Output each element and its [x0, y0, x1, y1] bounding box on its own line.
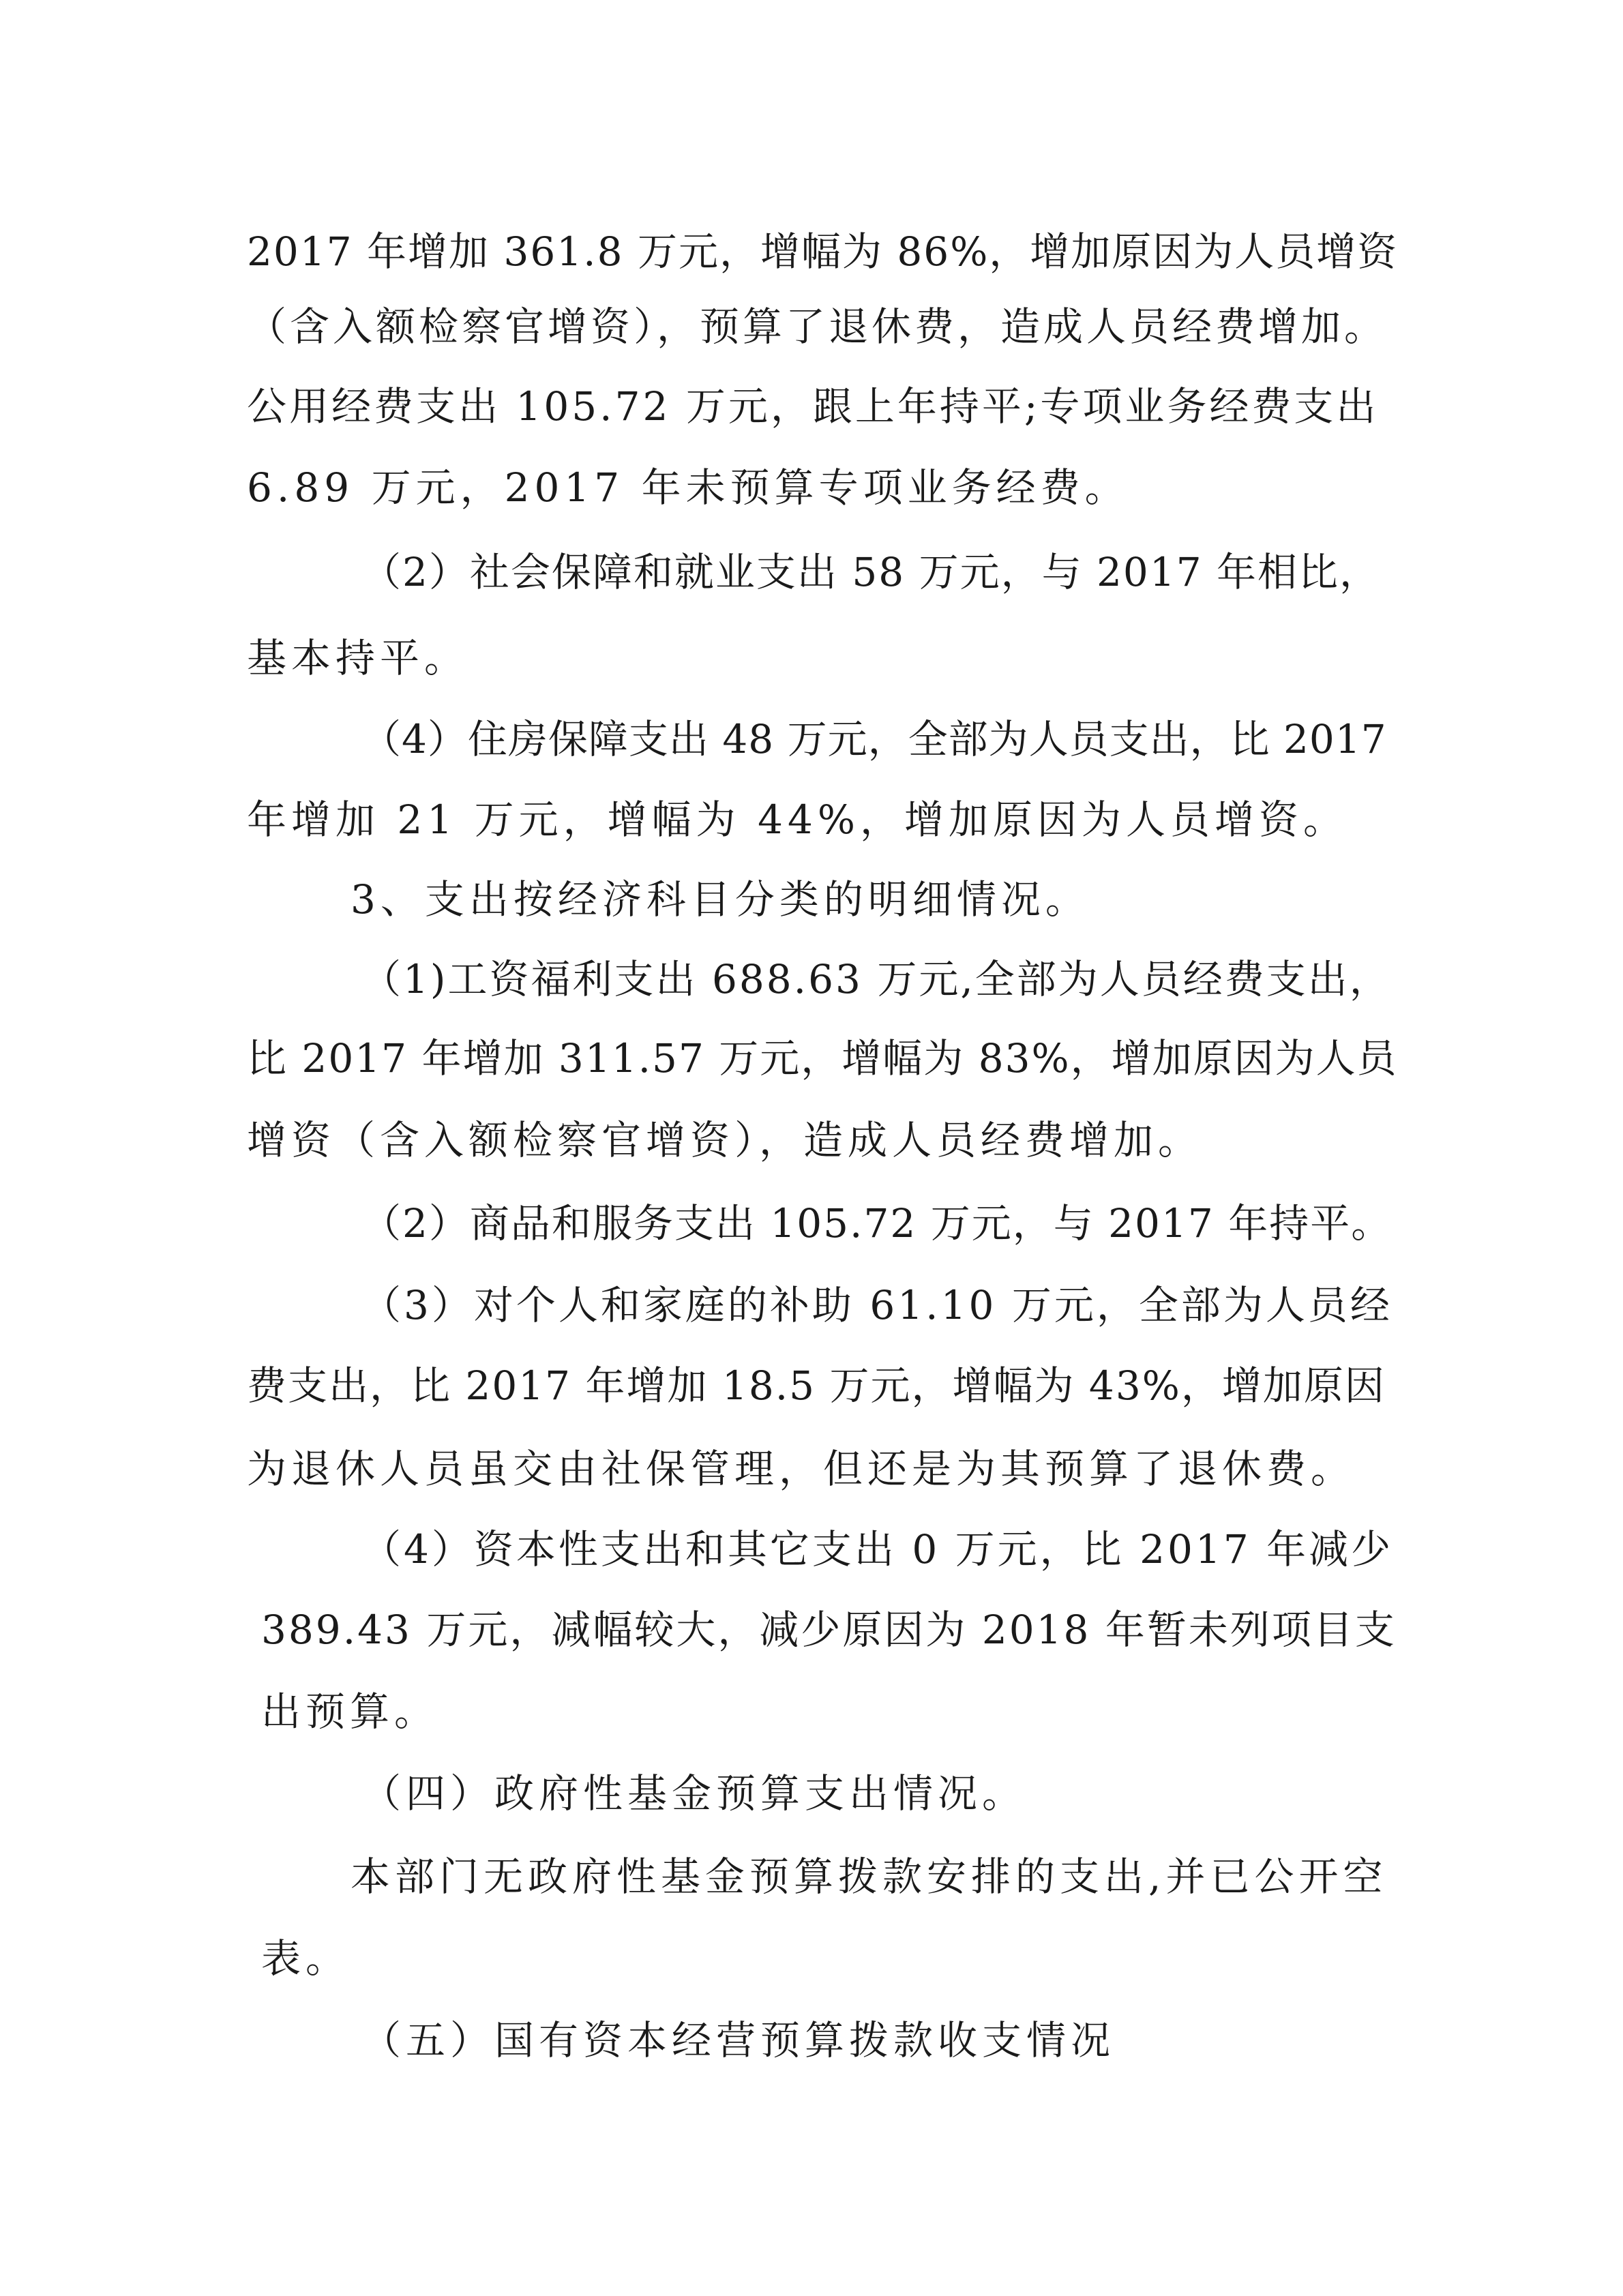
text-line: 表。 [261, 1935, 351, 1982]
text-line: 389.43 万元，减幅较大，减少原因为 2018 年暂未列项目支 [261, 1607, 1397, 1653]
text-line: （4）资本性支出和其它支出 0 万元，比 2017 年减少 [361, 1526, 1394, 1572]
text-line: 3、支出按经济科目分类的明细情况。 [351, 876, 1090, 923]
text-line: 本部门无政府性基金预算拨款安排的支出,并已公开空 [351, 1853, 1388, 1900]
text-line: （含入额检察官增资），预算了退休费，造成人员经费增加。 [247, 303, 1388, 350]
text-line: 出预算。 [261, 1688, 439, 1735]
section-heading: （五）国有资本经营预算拨款收支情况 [361, 2017, 1116, 2063]
text-line: 基本持平。 [247, 635, 469, 681]
text-line: （3）对个人和家庭的补助 61.10 万元，全部为人员经 [361, 1282, 1393, 1328]
text-line: 费支出，比 2017 年增加 18.5 万元，增幅为 43%，增加原因 [247, 1362, 1386, 1409]
text-line: 增资（含入额检察官增资），造成人员经费增加。 [247, 1117, 1203, 1163]
text-line: 6.89 万元，2017 年未预算专项业务经费。 [247, 464, 1129, 511]
text-line: 年增加 21 万元，增幅为 44%，增加原因为人员增资。 [247, 796, 1348, 843]
text-line: （2）商品和服务支出 105.72 万元，与 2017 年持平。 [361, 1200, 1393, 1247]
text-line: （2）社会保障和就业支出 58 万元，与 2017 年相比， [361, 549, 1381, 595]
section-heading: （四）政府性基金预算支出情况。 [361, 1770, 1027, 1817]
text-line: （1)工资福利支出 688.63 万元,全部为人员经费支出， [361, 956, 1391, 1002]
text-line: 公用经费支出 105.72 万元，跟上年持平;专项业务经费支出 [247, 383, 1379, 430]
text-line: （4）住房保障支出 48 万元，全部为人员支出，比 2017 [361, 716, 1387, 762]
text-line: 2017 年增加 361.8 万元，增幅为 86%，增加原因为人员增资 [247, 228, 1399, 275]
text-line: 比 2017 年增加 311.57 万元，增幅为 83%，增加原因为人员 [247, 1035, 1398, 1082]
text-line: 为退休人员虽交由社保管理，但还是为其预算了退休费。 [247, 1446, 1356, 1492]
